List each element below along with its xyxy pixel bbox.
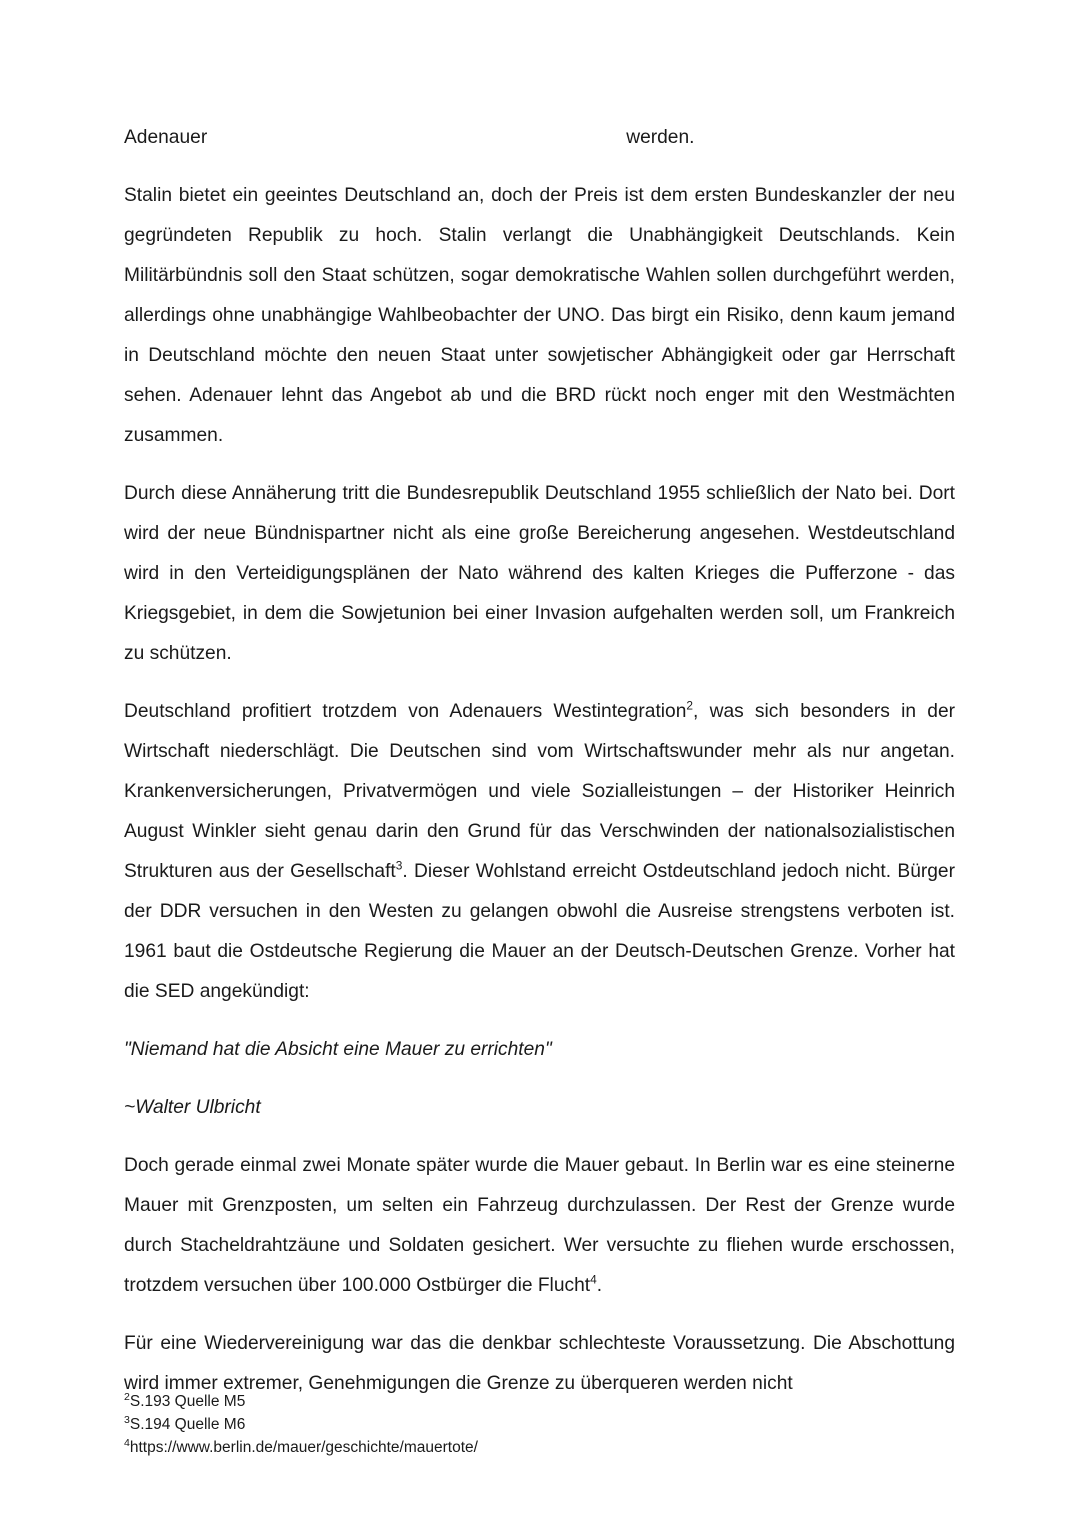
footnote-reference-4[interactable]: 4	[590, 1272, 597, 1287]
footnote-marker-4: 4	[124, 1436, 130, 1449]
paragraph-mauer	[124, 1146, 955, 1306]
paragraph-stalin-offer: Stalin bietet ein geeintes Deutschland an, doch der Preis ist dem ersten Bundeskanzler der neu gegründeten Republik zu hoch. Stalin verlangt die Unabhängigkeit Deutschlands. Kein Militärbündnis soll den Staat schützen, sogar demokratische Wahlen sollen durchgeführt werden, allerdings ohne unabhängige Wahlbeobachter der UNO. Das birgt ein Risiko, denn kaum jemand in Deutschland möchte den neuen Staat unter sowjetischer Abhängigkeit oder gar Herrschaft sehen. Adenauer lehnt das Angebot ab und die BRD rückt noch enger mit den Westmächten zusammen.	[124, 185, 955, 446]
orphan-left-fragment: Adenauer	[124, 127, 208, 148]
pull-quote: "Niemand hat die Absicht eine Mauer zu errichten"	[124, 1039, 552, 1060]
footnote-reference-3[interactable]: 3	[395, 858, 403, 873]
paragraph-westintegration-segment-2: , was sich besonders in der Wirtschaft niederschlägt. Die Deutschen sind vom Wirtschaftswunder mehr als nur angetan. Krankenversicherungen, Privatvermögen und viele Sozialleistungen – der Historiker Heinrich August Winkler sieht genau darin den Grund für das Verschwinden der nationalsozialistischen Strukturen aus der Gesellschaft	[124, 701, 956, 882]
paragraph-westintegration	[124, 692, 955, 1012]
footnote-item	[124, 1390, 955, 1413]
orphan-continuation-line	[124, 118, 955, 158]
paragraph-mauer-segment-1: Doch gerade einmal zwei Monate später wurde die Mauer gebaut. In Berlin war es eine steinerne Mauer mit Grenzposten, um selten ein Fahrzeug durchzulassen. Der Rest der Grenze wurde durch Stacheldrahtzäune und Soldaten gesichert. Wer versuchte zu fliehen wurde erschossen, trotzdem versuchen über 100.000 Ostbürger die Flucht	[124, 1155, 955, 1296]
footnote-marker-2: 2	[124, 1390, 130, 1403]
footnote-section	[124, 1390, 955, 1459]
footnote-marker-3: 3	[124, 1413, 130, 1426]
paragraph-mauer-segment-2: .	[596, 1275, 603, 1296]
document-body	[124, 118, 955, 1404]
footnote-item	[124, 1436, 955, 1459]
paragraph-westintegration-segment-3: . Dieser Wohlstand erreicht Ostdeutschland jedoch nicht. Bürger der DDR versuchen in den Westen zu gelangen obwohl die Ausreise strengstens verboten ist. 1961 baut die Ostdeutsche Regierung die Mauer an der Deutsch-Deutschen Grenze. Vorher hat die SED angekündigt:	[124, 861, 955, 1002]
paragraph-wiedervereinigung: Für eine Wiedervereinigung war das die denkbar schlechteste Voraussetzung. Die Abschottung wird immer extremer, Genehmigungen die Grenze zu überqueren werden nicht	[124, 1333, 955, 1394]
footnote-url[interactable]: https://www.berlin.de/mauer/geschichte/mauertote/	[129, 1439, 478, 1456]
footnote-reference-2[interactable]: 2	[686, 698, 694, 713]
quote-attribution: ~Walter Ulbricht	[124, 1097, 261, 1118]
footnote-item	[124, 1413, 955, 1436]
footnote-text: S.194 Quelle M6	[129, 1416, 246, 1433]
footnote-text: S.193 Quelle M5	[129, 1393, 246, 1410]
paragraph-westintegration-segment-1: Deutschland profitiert trotzdem von Adenauers Westintegration	[124, 701, 687, 722]
paragraph-nato: Durch diese Annäherung tritt die Bundesrepublik Deutschland 1955 schließlich der Nato bei. Dort wird der neue Bündnispartner nicht als eine große Bereicherung angesehen. Westdeutschland wird in den Verteidigungsplänen der Nato während des kalten Krieges die Pufferzone - das Kriegsgebiet, in dem die Sowjetunion bei einer Invasion aufgehalten werden soll, um Frankreich zu schützen.	[124, 483, 955, 664]
orphan-right-fragment: werden.	[626, 127, 695, 148]
